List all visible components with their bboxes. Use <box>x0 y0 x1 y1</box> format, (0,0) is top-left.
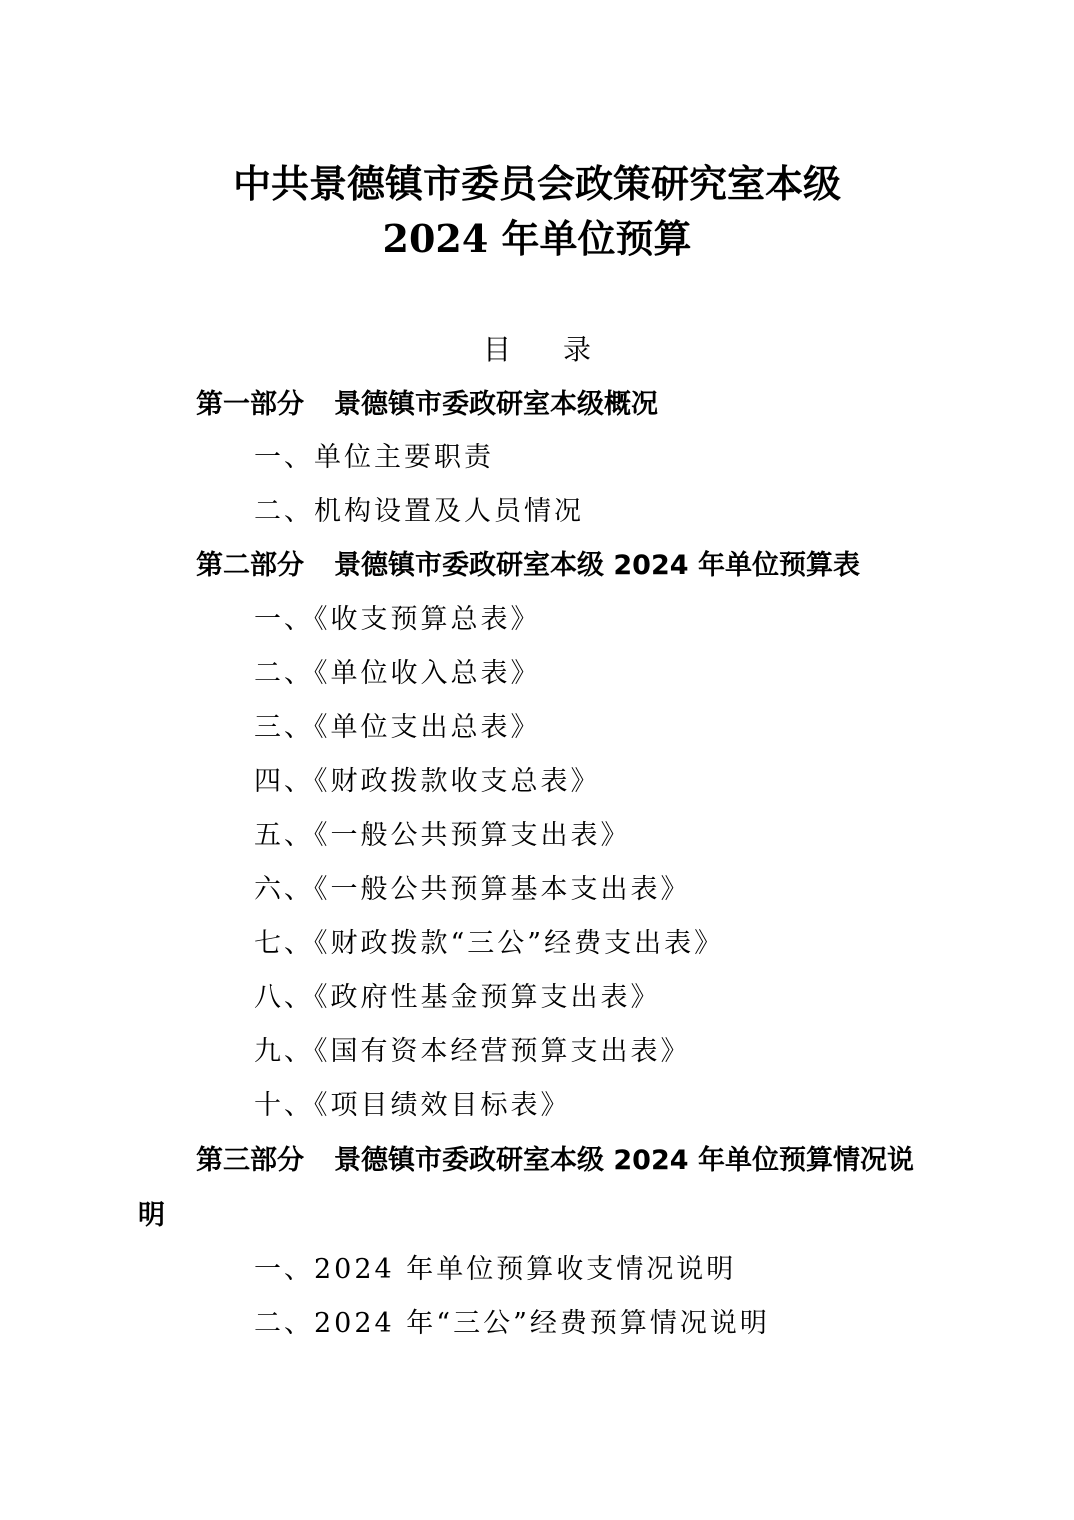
document-title-line1: 中共景德镇市委员会政策研究室本级 <box>232 161 841 206</box>
part-2-title: 景德镇市委政研室本级 2024 年单位预算表 <box>334 550 860 581</box>
part-2-heading <box>196 546 860 586</box>
part-3-title-wrap: 明 <box>138 1200 165 1231</box>
toc-item: 七、《财政拨款“三公”经费支出表》 <box>254 928 725 959</box>
part-3-label: 第三部分 <box>196 1145 304 1176</box>
part-2-label: 第二部分 <box>196 550 304 581</box>
toc-item: 三、《单位支出总表》 <box>254 712 541 743</box>
toc-item: 十、《项目绩效目标表》 <box>254 1090 571 1121</box>
part-1-heading <box>196 385 658 425</box>
part-1-title: 景德镇市委政研室本级概况 <box>334 389 658 420</box>
part-3-heading <box>196 1141 914 1181</box>
toc-item: 五、《一般公共预算支出表》 <box>254 820 631 851</box>
toc-item: 二、《单位收入总表》 <box>254 658 541 689</box>
toc-item: 二、2024 年“三公”经费预算情况说明 <box>254 1308 770 1339</box>
toc-item: 九、《国有资本经营预算支出表》 <box>254 1036 691 1067</box>
toc-item: 二、机构设置及人员情况 <box>254 496 584 527</box>
toc-item: 一、《收支预算总表》 <box>254 604 541 635</box>
toc-item: 八、《政府性基金预算支出表》 <box>254 982 661 1013</box>
toc-item: 一、单位主要职责 <box>254 442 494 473</box>
toc-heading: 目录 <box>482 333 643 366</box>
part-3-title: 景德镇市委政研室本级 2024 年单位预算情况说 <box>334 1145 914 1176</box>
toc-item: 六、《一般公共预算基本支出表》 <box>254 874 691 905</box>
toc-item: 一、2024 年单位预算收支情况说明 <box>254 1254 737 1285</box>
part-1-label: 第一部分 <box>196 389 304 420</box>
document-title-line2: 2024 年单位预算 <box>382 216 692 261</box>
toc-item: 四、《财政拨款收支总表》 <box>254 766 601 797</box>
